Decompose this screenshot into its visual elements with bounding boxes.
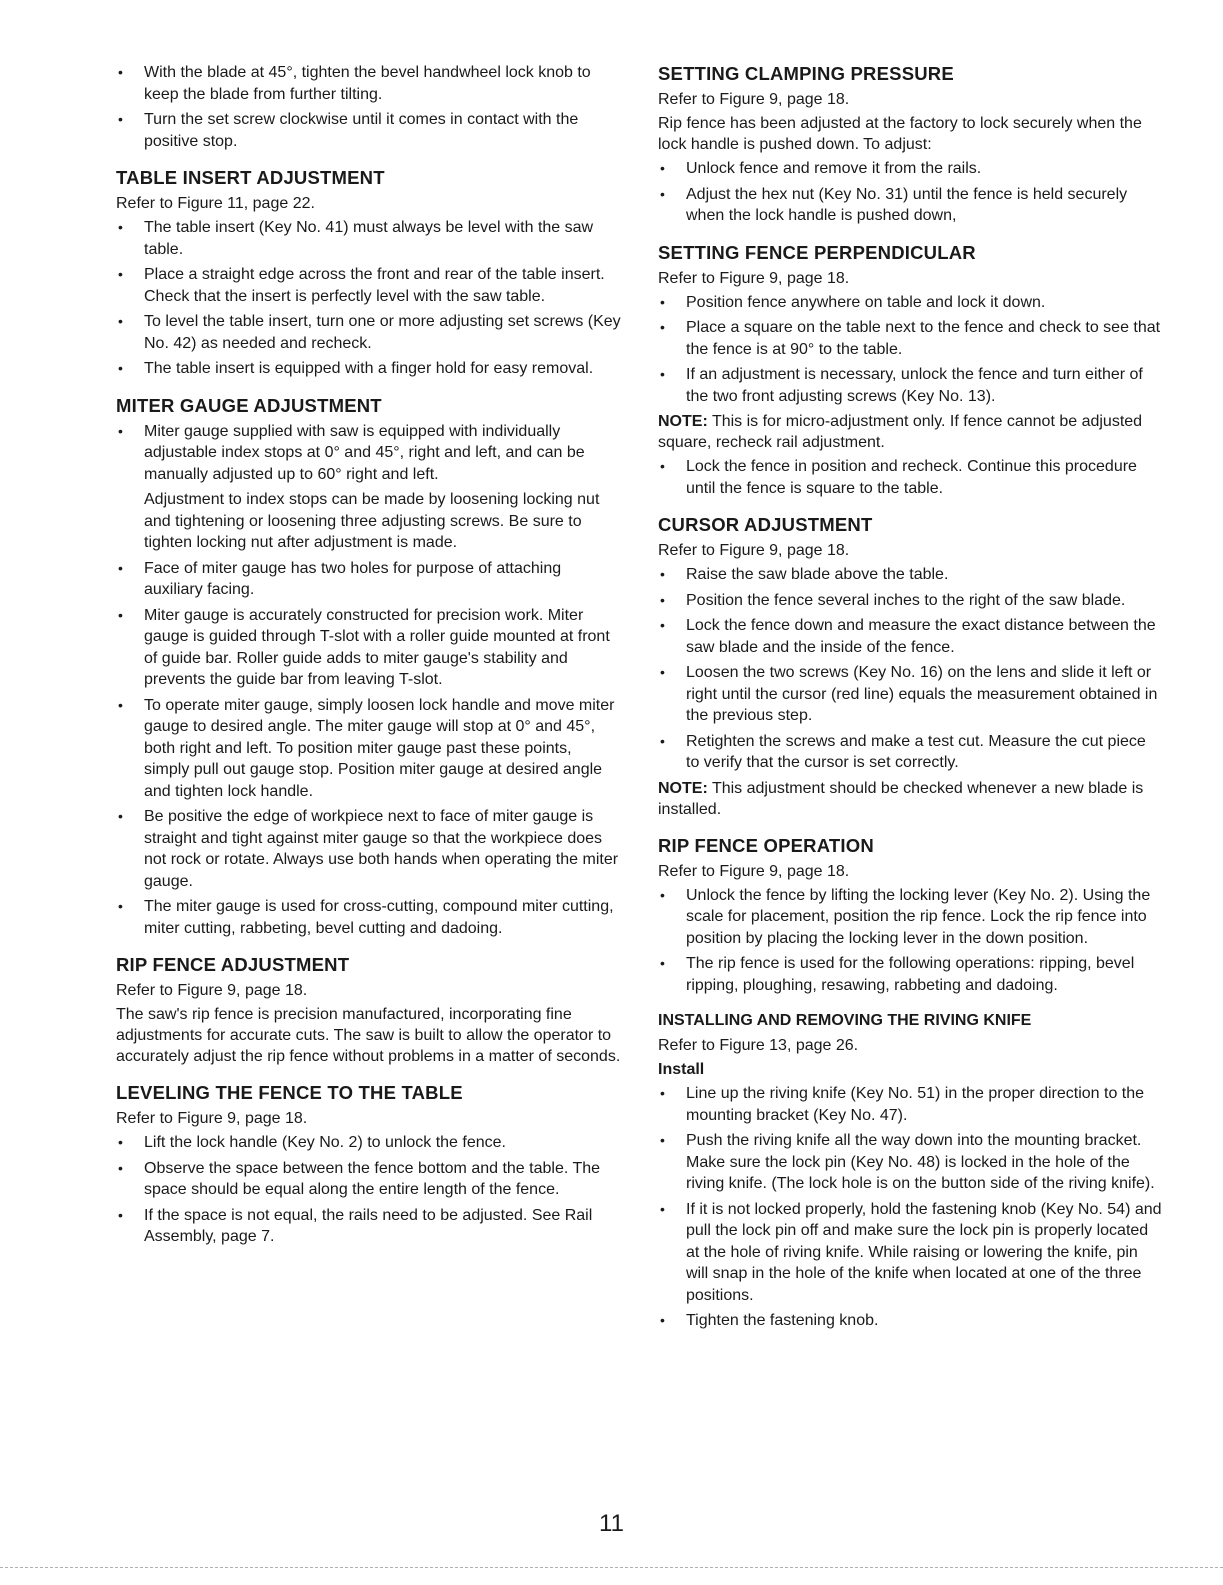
- intro-list: [116, 62, 621, 152]
- cursor-section: [658, 513, 1163, 820]
- bottom-divider: [0, 1567, 1223, 1568]
- list-item: • Line up the riving knife (Key No. 51) in the proper direction to the mounting bracket (Key No. 47).: [658, 1083, 1163, 1126]
- list-item: • Adjust the hex nut (Key No. 31) until the fence is held securely when the lock handle is pushed down,: [658, 184, 1163, 227]
- list-item: • Lift the lock handle (Key No. 2) to unlock the fence.: [116, 1132, 621, 1154]
- riving-knife-section: [658, 1010, 1163, 1332]
- clamping-section: [658, 62, 1163, 227]
- figure-reference: Refer to Figure 9, page 18.: [116, 982, 308, 999]
- list-item: • Miter gauge is accurately constructed for precision work. Miter gauge is guided through T-slot with a roller guide mounted at front of guide bar. Roller guide adds to miter gauge's stability and prevents the guide bar from leaving T-slot.: [116, 605, 621, 691]
- list-item: • Turn the set screw clockwise until it comes in contact with the positive stop.: [116, 109, 621, 152]
- page-number: 11: [599, 1510, 624, 1537]
- list-item: • The table insert (Key No. 41) must always be level with the saw table.: [116, 217, 621, 260]
- list-item: • Retighten the screws and make a test cut. Measure the cut piece to verify that the cursor is set correctly.: [658, 731, 1163, 774]
- list-item: • Observe the space between the fence bottom and the table. The space should be equal along the entire length of the fence.: [116, 1158, 621, 1201]
- perpendicular-section: [658, 241, 1163, 500]
- table-insert-section: [116, 166, 621, 380]
- figure-reference: Refer to Figure 9, page 18.: [658, 91, 850, 108]
- leveling-section: [116, 1081, 621, 1248]
- miter-gauge-list: [116, 421, 621, 486]
- note-label: NOTE:: [658, 413, 708, 430]
- list-item: • The miter gauge is used for cross-cutting, compound miter cutting, miter cutting, rabbeting, bevel cutting and dadoing.: [116, 896, 621, 939]
- note-text: This adjustment should be checked whenever a new blade is installed.: [658, 779, 1144, 818]
- list-item: • If it is not locked properly, hold the fastening knob (Key No. 54) and pull the lock pin off and make sure the lock pin is properly located at the hole of riving knife. While raising or lowering the knife, pin will snap in the hole of the knife when located at one of the three positions.: [658, 1199, 1163, 1307]
- list-item: • If the space is not equal, the rails need to be adjusted. See Rail Assembly, page 7.: [116, 1205, 621, 1248]
- section-heading: MITER GAUGE ADJUSTMENT: [116, 394, 382, 416]
- list-item: • Raise the saw blade above the table.: [658, 564, 1163, 586]
- list-item: • With the blade at 45°, tighten the bevel handwheel lock knob to keep the blade from further tilting.: [116, 62, 621, 105]
- figure-reference: Refer to Figure 9, page 18.: [658, 862, 850, 880]
- install-subheading: Install: [658, 1061, 705, 1078]
- section-heading: TABLE INSERT ADJUSTMENT: [116, 167, 385, 188]
- list-item: • Tighten the fastening knob.: [658, 1310, 1163, 1332]
- figure-reference: Refer to Figure 9, page 18.: [658, 269, 850, 287]
- figure-reference: Refer to Figure 11, page 22.: [116, 195, 315, 212]
- section-heading: CURSOR ADJUSTMENT: [658, 514, 873, 535]
- miter-gauge-section: [116, 394, 621, 940]
- note: [658, 778, 1163, 820]
- intro-section: [116, 62, 621, 152]
- list-item: • Face of miter gauge has two holes for purpose of attaching auxiliary facing.: [116, 558, 621, 601]
- section-heading: RIP FENCE ADJUSTMENT: [116, 954, 350, 975]
- list-item: • Position fence anywhere on table and lock it down.: [658, 292, 1163, 314]
- note-label: NOTE:: [658, 779, 708, 797]
- list-item: • Lock the fence in position and recheck. Continue this procedure until the fence is square to the table.: [658, 456, 1163, 499]
- list-item: • Loosen the two screws (Key No. 16) on the lens and slide it left or right until the cursor (red line) equals the measurement obtained in the previous step.: [658, 662, 1163, 727]
- table-insert-list: [116, 217, 621, 380]
- list-item: • Be positive the edge of workpiece next to face of miter gauge is straight and tight against miter gauge so that the workpiece does not rock or rotate. Always use both hands when operating the miter gauge.: [116, 806, 621, 892]
- paragraph: The saw's rip fence is precision manufactured, incorporating fine adjustments for accurate cuts. The saw is built to allow the operator to accurately adjust the rip fence without problems in a matter of seconds.: [116, 1006, 621, 1065]
- perpendicular-list-continued: [658, 456, 1163, 499]
- leveling-list: [116, 1132, 621, 1248]
- rip-operation-list: [658, 885, 1163, 997]
- rip-fence-adjustment-section: [116, 953, 621, 1067]
- section-heading: INSTALLING AND REMOVING THE RIVING KNIFE: [658, 1012, 1032, 1029]
- list-item: • Position the fence several inches to the right of the saw blade.: [658, 590, 1163, 612]
- right-column: [658, 62, 1163, 1346]
- perpendicular-list: [658, 292, 1163, 408]
- note-text: This is for micro-adjustment only. If fence cannot be adjusted square, recheck rail adjustment.: [658, 413, 1143, 451]
- list-item: • Unlock the fence by lifting the locking lever (Key No. 2). Using the scale for placement, position the rip fence. Lock the rip fence into position by placing the locking lever in the down position.: [658, 885, 1163, 950]
- list-item: • The table insert is equipped with a finger hold for easy removal.: [116, 358, 621, 380]
- list-item: • Place a square on the table next to the fence and check to see that the fence is at 90° to the table.: [658, 317, 1163, 360]
- section-heading: RIP FENCE OPERATION: [658, 834, 874, 856]
- list-item: • To operate miter gauge, simply loosen lock handle and move miter gauge to desired angle. The miter gauge will stop at 0° and 45°, both right and left. To position miter gauge past these points, simply pull out gauge stop. Position miter gauge at desired angle and tighten lock handle.: [116, 695, 621, 803]
- list-item: • Place a straight edge across the front and rear of the table insert. Check that the insert is perfectly level with the saw table.: [116, 264, 621, 307]
- list-item: • Lock the fence down and measure the exact distance between the saw blade and the inside of the fence.: [658, 615, 1163, 658]
- miter-gauge-list-continued: [116, 558, 621, 940]
- paragraph: Rip fence has been adjusted at the factory to lock securely when the lock handle is pushed down. To adjust:: [658, 115, 1142, 153]
- left-column: [116, 62, 621, 1262]
- rip-fence-operation-section: [658, 834, 1163, 997]
- list-item: • Push the riving knife all the way down into the mounting bracket. Make sure the lock pin (Key No. 48) is locked in the hole of the riving knife. (The lock hole is on the button side of the riving knife).: [658, 1130, 1163, 1195]
- figure-reference: Refer to Figure 9, page 18.: [116, 1110, 308, 1127]
- riving-knife-list: [658, 1083, 1163, 1332]
- figure-reference: Refer to Figure 9, page 18.: [658, 542, 850, 559]
- clamping-list: [658, 158, 1163, 227]
- note: [658, 411, 1163, 453]
- cursor-list: [658, 564, 1163, 774]
- figure-reference: Refer to Figure 13, page 26.: [658, 1037, 859, 1054]
- list-item: • If an adjustment is necessary, unlock the fence and turn either of the two front adjusting screws (Key No. 13).: [658, 364, 1163, 407]
- list-item: • Miter gauge supplied with saw is equipped with individually adjustable index stops at 0° and 45°, right and left, and can be manually adjusted up to 60° right and left.: [116, 421, 621, 486]
- section-heading: LEVELING THE FENCE TO THE TABLE: [116, 1082, 463, 1103]
- section-heading: SETTING CLAMPING PRESSURE: [658, 63, 954, 84]
- list-item: • The rip fence is used for the following operations: ripping, bevel ripping, ploughing, resawing, rabbeting and dadoing.: [658, 953, 1163, 996]
- list-item: • To level the table insert, turn one or more adjusting set screws (Key No. 42) as needed and recheck.: [116, 311, 621, 354]
- section-heading: SETTING FENCE PERPENDICULAR: [658, 241, 976, 263]
- paragraph: Adjustment to index stops can be made by loosening locking nut and tightening or loosening three adjusting screws. Be sure to tighten locking nut after adjustment is made.: [144, 491, 600, 551]
- list-item: • Unlock fence and remove it from the rails.: [658, 158, 1163, 180]
